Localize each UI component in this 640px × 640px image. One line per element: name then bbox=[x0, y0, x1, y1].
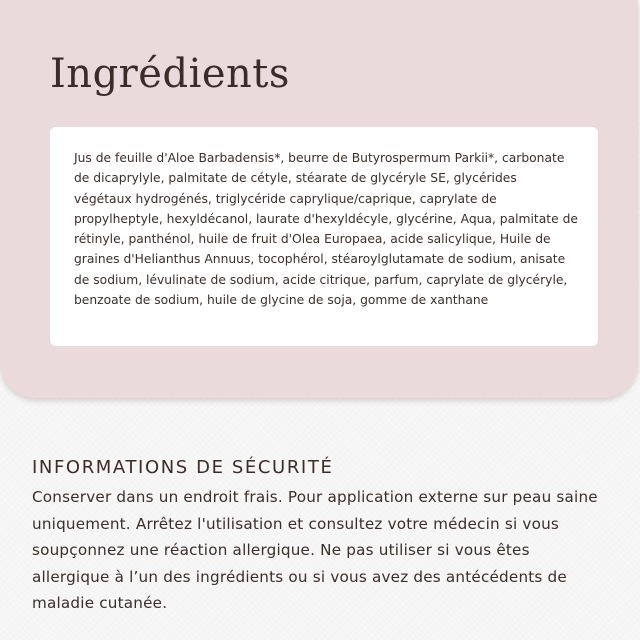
ingredients-title: Ingrédients bbox=[50, 51, 290, 97]
ingredients-list: Jus de feuille d'Aloe Barbadensis*, beurre de Butyrospermum Parkii*, carbonate de dicaprylyle, palmitate de cétyle, stéarate de glycéryle SE, glycérides végétaux hydrogénés, triglycéride caprylique/caprique, caprylate de propylheptyle, hexyldécanol, laurate d'hexyldécyle, glycérine, Aqua, palmitate de rétinyle, panthénol, huile de fruit d'Olea Europaea, acide salicylique, Huile de graines d'Helianthus Annuus, tocophérol, stéaroylglutamate de sodium, anisate de sodium, lévulinate de sodium, acide citrique, parfum, caprylate de glycéryle, benzoate de sodium, huile de glycine de soja, gomme de xanthane bbox=[74, 151, 578, 308]
safety-information-title: INFORMATIONS DE SÉCURITÉ bbox=[32, 457, 334, 478]
safety-information-section bbox=[32, 456, 612, 617]
safety-information-text: Conserver dans un endroit frais. Pour application externe sur peau saine uniquement. Arrêtez l'utilisation et consultez votre médecin si vous soupçonnez une réaction allergique. Ne pas utiliser si vous êtes allergique à l’un des ingrédients ou si vous avez des antécédents de maladie cutanée. bbox=[32, 488, 598, 612]
ingredients-card bbox=[50, 127, 598, 346]
